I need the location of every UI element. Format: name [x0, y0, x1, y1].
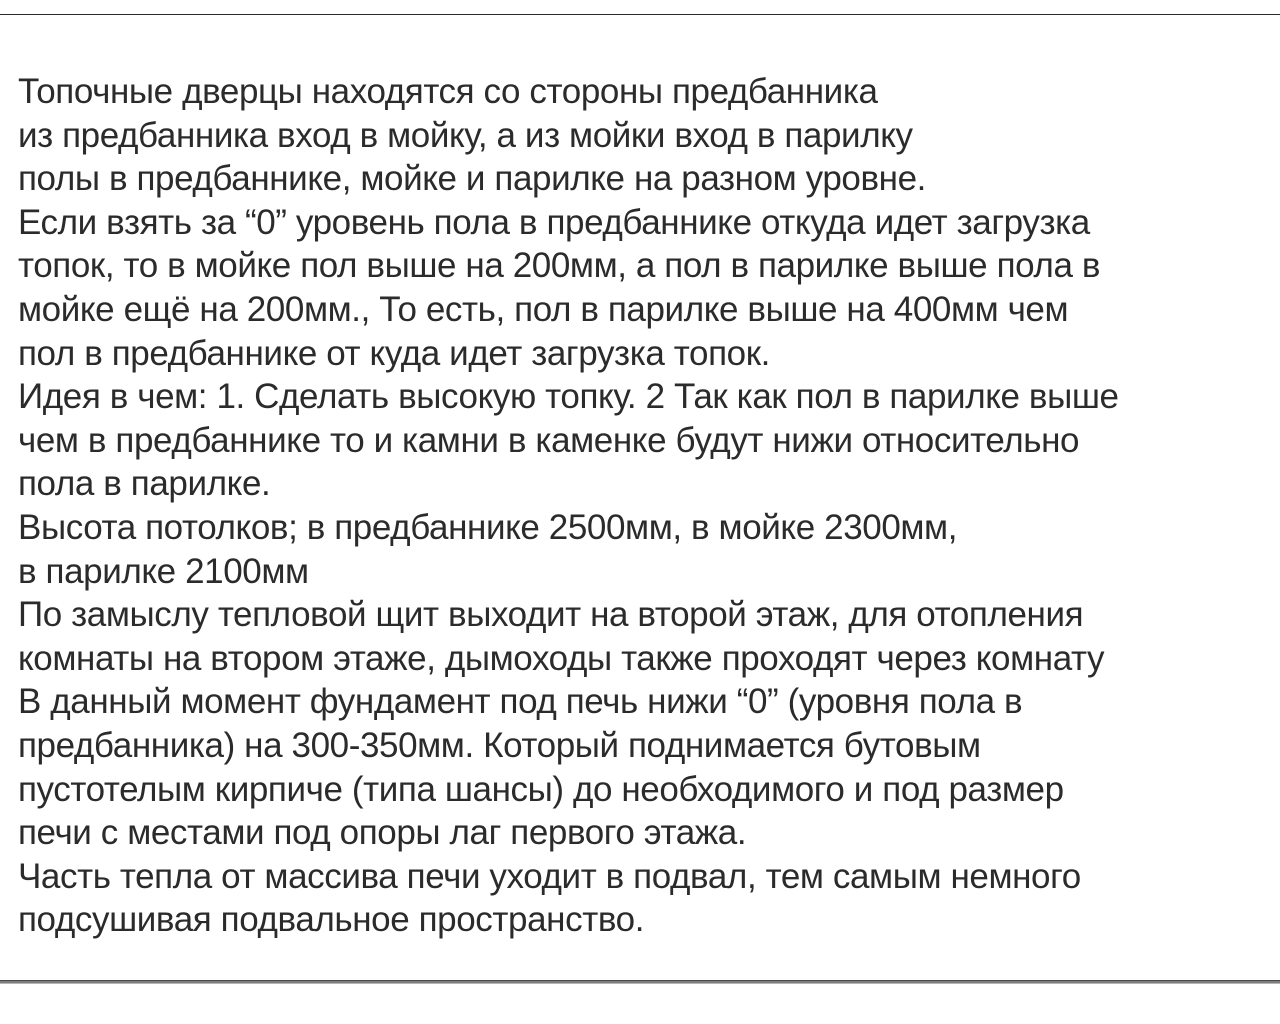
text-line: предбанника) на 300-350мм. Который поднимается бутовым — [18, 725, 981, 765]
bottom-divider — [0, 980, 1280, 984]
text-line: топок, то в мойке пол выше на 200мм, а пол в парилке выше пола в — [18, 246, 1101, 286]
text-line: Топочные дверцы находятся со стороны предбанника — [18, 72, 878, 111]
text-line: Высота потолков; в предбаннике 2500мм, в мойке 2300мм, — [18, 507, 958, 547]
text-line: По замыслу тепловой щит выходит на второй этаж, для отопления — [18, 595, 1084, 635]
text-line: Идея в чем: 1. Сделать высокую топку. 2 Так как пол в парилке выше — [18, 377, 1119, 417]
text-line: подсушивая подвальное пространство. — [18, 900, 645, 940]
text-line: Часть тепла от массива печи уходит в подвал, тем самым немного — [18, 856, 1081, 896]
text-line: мойке ещё на 200мм., То есть, пол в парилке выше на 400мм чем — [18, 289, 1069, 329]
text-line: печи с местами под опоры лаг первого этажа. — [18, 813, 747, 853]
text-line: в парилке 2100мм — [18, 551, 309, 591]
text-line: комнаты на втором этаже, дымоходы также проходят через комнату — [18, 638, 1105, 678]
text-line: Если взять за “0” уровень пола в предбаннике откуда идет загрузка — [18, 202, 1090, 242]
text-line: пол в предбаннике от куда идет загрузка топок. — [18, 333, 770, 373]
text-line: полы в предбаннике, мойке и парилке на разном уровне. — [18, 159, 926, 199]
text-line: чем в предбаннике то и камни в каменке будут нижи относительно — [18, 420, 1080, 460]
text-line: пола в парилке. — [18, 464, 271, 504]
text-line: из предбанника вход в мойку, а из мойки вход в парилку — [18, 115, 913, 155]
text-line: В данный момент фундамент под печь нижи “0” (уровня пола в — [18, 682, 1023, 722]
text-line: пустотелым кирпиче (типа шансы) до необходимого и под размер — [18, 769, 1064, 809]
top-divider — [0, 14, 1280, 15]
document-text — [18, 70, 1280, 942]
